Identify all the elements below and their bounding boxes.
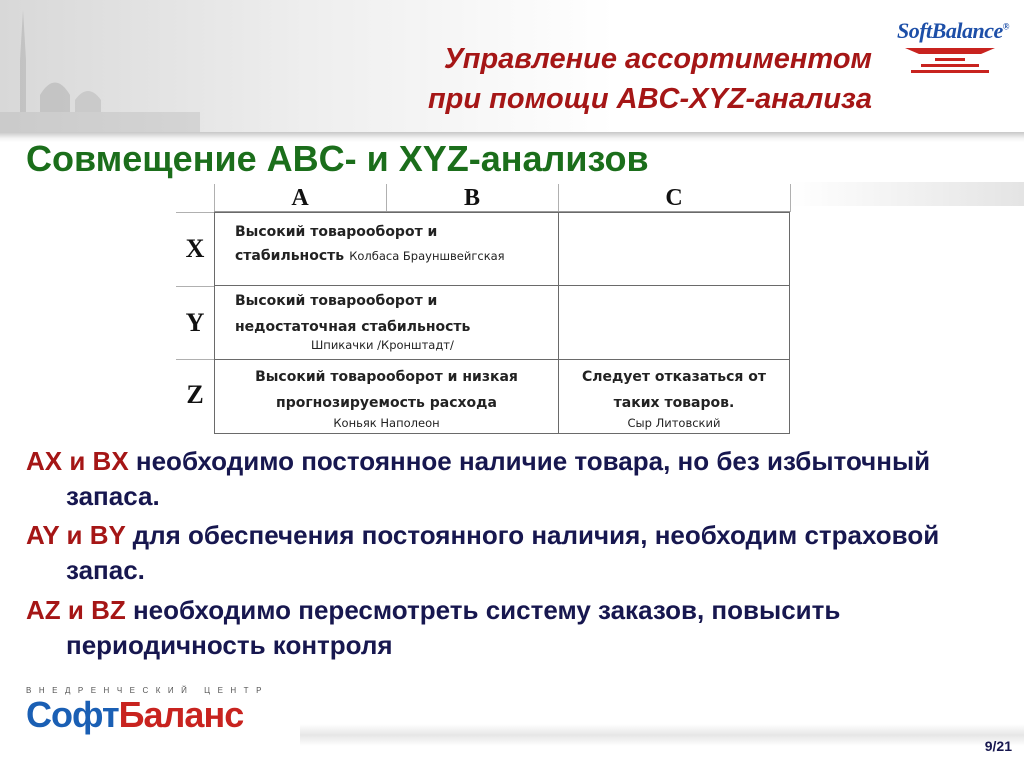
- cell-cz-line1: Следует отказаться от: [581, 369, 767, 385]
- bullet-text: необходимо постоянное наличие товара, но без избыточный запаса.: [66, 446, 931, 511]
- cell-az-line1: Высокий товарооборот и низкая: [255, 369, 518, 385]
- bullet-key: AX и BX: [26, 446, 129, 476]
- cell-ay-line1: Высокий товарооборот и: [235, 293, 438, 309]
- bullet-text: необходимо пересмотреть систему заказов, повысить периодичность контроля: [66, 595, 841, 660]
- cell-ax-example: Колбаса Брауншвейгская: [349, 249, 505, 263]
- row-header-y: Y: [185, 308, 205, 337]
- softbalance-logo: [893, 14, 1009, 74]
- cell-cz-example: Сыр Литовский: [627, 416, 721, 430]
- footer-divider: [300, 724, 1024, 746]
- bullet-az-bz: [26, 593, 986, 663]
- row-header-x: X: [185, 234, 205, 263]
- cell-az-example: Коньяк Наполеон: [333, 416, 440, 430]
- column-header-c: C: [558, 184, 790, 212]
- grid-line: [176, 359, 214, 360]
- softbalance-footer-logo: [26, 686, 306, 738]
- city-skyline-decoration: [0, 0, 200, 132]
- slide-title-line-1: Управление ассортиментом: [443, 43, 872, 75]
- column-header-a: A: [214, 184, 386, 212]
- footer-logo-text: СофтБаланс: [26, 694, 244, 735]
- footer-caption: ВНЕДРЕНЧЕСКИЙ ЦЕНТР: [26, 686, 269, 695]
- cell-az-bz: [214, 359, 559, 434]
- page-number: 9/21: [984, 738, 1012, 754]
- grid-line: [176, 286, 214, 287]
- bullet-key: AZ и BZ: [26, 595, 126, 625]
- cell-ay-by: [214, 285, 559, 360]
- softbalance-logo-text: SoftBalance®: [897, 18, 1009, 43]
- cell-ax-bx: [214, 212, 559, 286]
- grid-line: [176, 212, 214, 213]
- bullet-key: AY и BY: [26, 520, 126, 550]
- section-heading: Совмещение ABC- и XYZ-анализов: [26, 138, 649, 179]
- abc-xyz-matrix: [176, 184, 790, 434]
- column-header-b: B: [386, 184, 558, 212]
- cell-cz-line2: таких товаров.: [613, 395, 735, 411]
- row-header-z: Z: [186, 380, 204, 409]
- cell-ax-line1: Высокий товарооборот и: [235, 224, 438, 240]
- slide-title-line-2: при помощи ABC-XYZ-анализа: [427, 83, 872, 115]
- bullet-ay-by: [26, 518, 986, 588]
- decorative-band: [790, 182, 1024, 206]
- cell-ay-line2: недостаточная стабильность: [235, 319, 471, 335]
- cell-cz: [558, 359, 790, 434]
- cell-ay-example: Шпикачки /Кронштадт/: [311, 338, 454, 352]
- bullet-text: для обеспечения постоянного наличия, необходим страховой запас.: [66, 520, 940, 585]
- logo-stripes-icon: [905, 44, 995, 74]
- cell-ax-line2: стабильность: [235, 248, 345, 264]
- cell-az-line2: прогнозируемость расхода: [276, 395, 497, 411]
- cell-cx: [558, 212, 790, 286]
- grid-line: [790, 184, 791, 212]
- bullet-ax-bx: [26, 444, 986, 514]
- cell-cy: [558, 285, 790, 360]
